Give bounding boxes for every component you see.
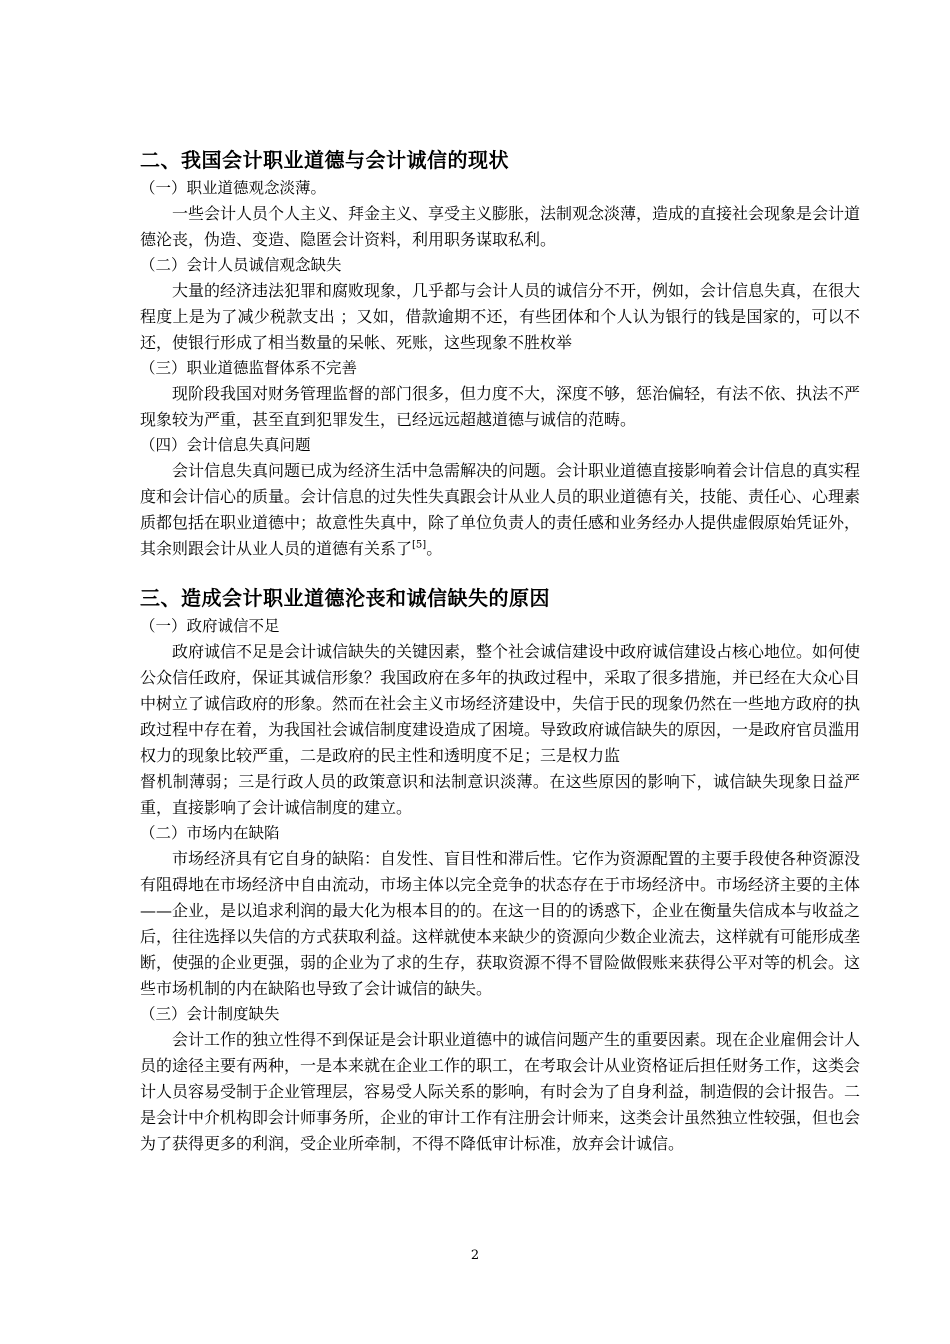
section-3-item-3-heading: （三）会计制度缺失 xyxy=(140,1005,280,1023)
section-3-item-3-paragraph: 会计工作的独立性得不到保证是会计职业道德中的诚信问题产生的重要因素。现在企业雇佣会计人员的途径主要有两种，一是本来就在企业工作的职工，在考取会计从业资格证后担任财务工作，这类会计人员容易受制于企业管理层，容易受人际关系的影响，有时会为了自身利益，制造假的会计报告。二是会计中介机构即会计师事务所，企业的审计工作有注册会计师来，这类会计虽然独立性较强，但也会为了获得更多的利润，受企业所牵制，不得不降低审计标准，放弃会计诚信。 xyxy=(140,1030,861,1153)
section-2-title: 二、我国会计职业道德与会计诚信的现状 xyxy=(140,148,509,172)
section-3-item-2-heading: （二）市场内在缺陷 xyxy=(140,824,280,842)
section-2-item-4-text: 会计信息失真问题已成为经济生活中急需解决的问题。会计职业道德直接影响着会计信息的真实程度和会计信心的质量。会计信息的过失性失真跟会计从业人员的职业道德有关，技能、责任心、心理素质都包括在职业道德中；故意性失真中，除了单位负责人的责任感和业务经办人提供虚假原始凭证外，其余则跟会计从业人员的道德有关系了 xyxy=(140,461,861,558)
section-2-item-2-paragraph: 大量的经济违法犯罪和腐败现象，几乎都与会计人员的诚信分不开，例如，会计信息失真，在很大程度上是为了减少税款支出 ；又如，借款逾期不还，有些团体和个人认为银行的钱是国家的，可以不还，使银行形成了相当数量的呆帐、死账，这些现象不胜枚举 xyxy=(140,281,861,352)
section-3-item-2-paragraph: 市场经济具有它自身的缺陷：自发性、盲目性和滞后性。它作为资源配置的主要手段使各种资源没有阻碍地在市场经济中自由流动，市场主体以完全竞争的状态存在于市场经济中。市场经济主要的主体——企业，是以追求利润的最大化为根本目的的。在这一目的的诱惑下，企业在衡量失信成本与收益之后，往往选择以失信的方式获取利益。这样就使本来缺少的资源向少数企业流去，这样就有可能形成垄断，使强的企业更强，弱的企业为了求的生存，获取资源不得不冒险做假账来获得公平对等的机会。这些市场机制的内在缺陷也导致了会计诚信的缺失。 xyxy=(140,849,861,998)
section-3-item-1-paragraph-1: 政府诚信不足是会计诚信缺失的关键因素，整个社会诚信建设中政府诚信建设占核心地位。如何使公众信任政府，保证其诚信形象？我国政府在多年的执政过程中，采取了很多措施，并已经在大众心目中树立了诚信政府的形象。然而在社会主义市场经济建设中，失信于民的现象仍然在一些地方政府的执政过程中存在着，为我国社会诚信制度建设造成了困境。导致政府诚信缺失的原因，一是政府官员滥用权力的现象比较严重，二是政府的民主性和透明度不足；三是权力监 xyxy=(140,642,861,765)
citation-marker: [5] xyxy=(412,539,427,551)
page-number: 2 xyxy=(470,1248,480,1263)
section-2-item-4-heading: （四）会计信息失真问题 xyxy=(140,436,311,454)
citation-tail: 。 xyxy=(426,539,443,558)
section-3-item-1-paragraph-2: 督机制薄弱；三是行政人员的政策意识和法制意识淡薄。在这些原因的影响下，诚信缺失现象日益严重，直接影响了会计诚信制度的建立。 xyxy=(140,772,860,817)
page-content xyxy=(140,146,860,1157)
section-3-item-1-heading: （一）政府诚信不足 xyxy=(140,617,280,635)
section-2-item-3-heading: （三）职业道德监督体系不完善 xyxy=(140,359,358,377)
section-3-title: 三、造成会计职业道德沦丧和诚信缺失的原因 xyxy=(140,586,550,610)
section-2-item-4-paragraph xyxy=(140,458,860,562)
section-2-item-2-heading: （二）会计人员诚信观念缺失 xyxy=(140,256,342,274)
section-2-item-3-paragraph: 现阶段我国对财务管理监督的部门很多，但力度不大，深度不够，惩治偏轻，有法不依、执法不严现象较为严重，甚至直到犯罪发生，已经远远超越道德与诚信的范畴。 xyxy=(140,384,861,429)
section-2-item-1-paragraph: 一些会计人员个人主义、拜金主义、享受主义膨胀，法制观念淡薄，造成的直接社会现象是会计道德沦丧，伪造、变造、隐匿会计资料，利用职务谋取私利。 xyxy=(140,204,861,249)
section-2-item-1-heading: （一）职业道德观念淡薄。 xyxy=(140,179,327,197)
